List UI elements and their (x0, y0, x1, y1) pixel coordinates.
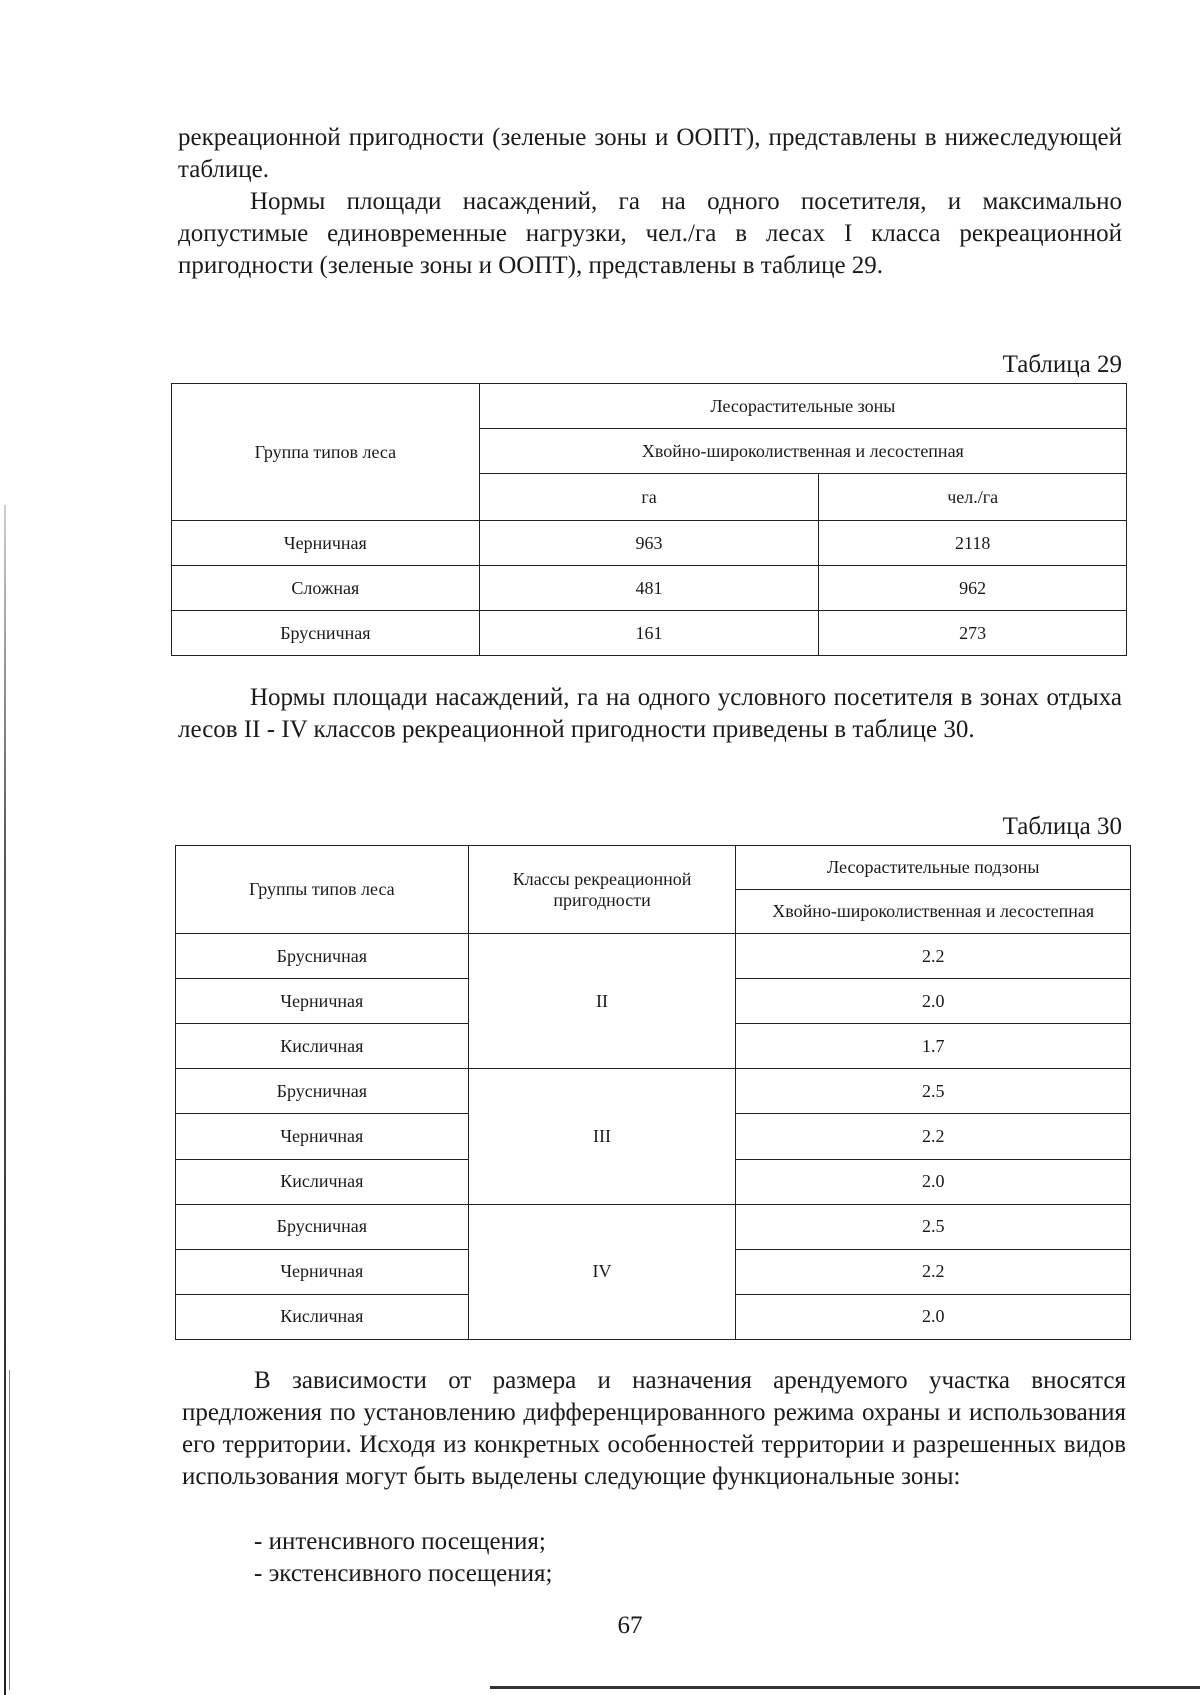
scan-edge-left-inner (9, 1370, 10, 1690)
table-30-cell-group: Черничная (176, 979, 469, 1024)
table-30-cell-value: 1.7 (736, 1024, 1131, 1069)
table-29-cell-people: 2118 (819, 521, 1127, 566)
table-30 (175, 845, 1131, 1340)
table-30-cell-group: Черничная (176, 1114, 469, 1159)
table-29-cell-group: Сложная (172, 566, 480, 611)
table-30-cell-value: 2.2 (736, 1114, 1131, 1159)
table-29-header-zones: Лесорастительные зоны (479, 384, 1126, 429)
table-30-header-subzones: Лесорастительные подзоны (736, 846, 1131, 890)
intro-paragraph (178, 186, 1122, 282)
middle-paragraph (178, 682, 1122, 746)
table-30-cell-group: Брусничная (176, 1069, 469, 1114)
table-30-cell-value: 2.5 (736, 1069, 1131, 1114)
table-29-cell-ha: 481 (479, 566, 819, 611)
list-item: - интенсивного посещения; (254, 1528, 546, 1555)
table-30-header-subzone: Хвойно-широколиственная и лесостепная (736, 890, 1131, 934)
table-30-cell-class: IV (468, 1204, 736, 1339)
table-30-header-class: Классы рекреационной пригодности (468, 846, 736, 934)
table-29-header-unit-ha: га (479, 474, 819, 521)
middle-paragraph-text: Нормы площади насаждений, га на одного условного посетителя в зонах отдыха лесов II - IV классов рекреационной пригодности приведены в таблице 30. (178, 684, 1122, 743)
scan-edge-bottom (490, 1686, 1200, 1689)
table-29-cell-group: Брусничная (172, 611, 480, 656)
table-row (176, 1204, 1131, 1249)
list-item: - экстенсивного посещения; (254, 1560, 553, 1587)
table-29-header-unit-people: чел./га (819, 474, 1127, 521)
table-30-cell-class: III (468, 1069, 736, 1204)
table-30-cell-value: 2.0 (736, 979, 1131, 1024)
table-30-cell-group: Черничная (176, 1249, 469, 1294)
table-30-cell-group: Брусничная (176, 1204, 469, 1249)
table-30-cell-value: 2.2 (736, 934, 1131, 979)
table-30-cell-group: Кисличная (176, 1024, 469, 1069)
table-30-header-group: Группы типов леса (176, 846, 469, 934)
table-row (176, 1069, 1131, 1114)
table-30-cell-value: 2.2 (736, 1249, 1131, 1294)
table-29-cell-people: 962 (819, 566, 1127, 611)
table-30-caption: Таблица 30 (1002, 813, 1122, 840)
table-30-cell-value: 2.0 (736, 1159, 1131, 1204)
closing-paragraph-text: В зависимости от размера и назначения арендуемого участка вносятся предложения по установлению дифференцированного режима охраны и использования его территории. Исходя из конкретных особенностей территории и разрешенных видов использования могут быть выделены следующие функциональные зоны: (182, 1367, 1126, 1490)
intro-paragraph-text: Нормы площади насаждений, га на одного посетителя, и максимально допустимые единовременные нагрузки, чел./га в лесах I класса рекреационной пригодности (зеленые зоны и ООПТ), представлены в таблице 29. (178, 188, 1122, 279)
table-30-cell-class: II (468, 934, 736, 1069)
intro-paragraph-continuation: рекреационной пригодности (зеленые зоны и ООПТ), представлены в нижеследующей таблице. (178, 124, 1122, 183)
table-30-cell-value: 2.0 (736, 1294, 1131, 1339)
table-29-cell-ha: 963 (479, 521, 819, 566)
table-30-cell-value: 2.5 (736, 1204, 1131, 1249)
table-29-cell-group: Черничная (172, 521, 480, 566)
table-30-cell-group: Кисличная (176, 1159, 469, 1204)
table-29-cell-ha: 161 (479, 611, 819, 656)
table-row (172, 566, 1127, 611)
table-30-cell-group: Брусничная (176, 934, 469, 979)
closing-paragraph (182, 1365, 1126, 1493)
table-29-caption: Таблица 29 (1002, 351, 1122, 378)
table-29 (171, 383, 1127, 656)
table-29-cell-people: 273 (819, 611, 1127, 656)
table-29-header-group: Группа типов леса (172, 384, 480, 521)
table-row (172, 611, 1127, 656)
scan-edge-left (4, 505, 6, 1695)
table-row (176, 934, 1131, 979)
table-row (172, 521, 1127, 566)
page-number: 67 (617, 1612, 643, 1639)
table-29-header-subzone: Хвойно-широколиственная и лесостепная (479, 429, 1126, 474)
table-30-cell-group: Кисличная (176, 1294, 469, 1339)
